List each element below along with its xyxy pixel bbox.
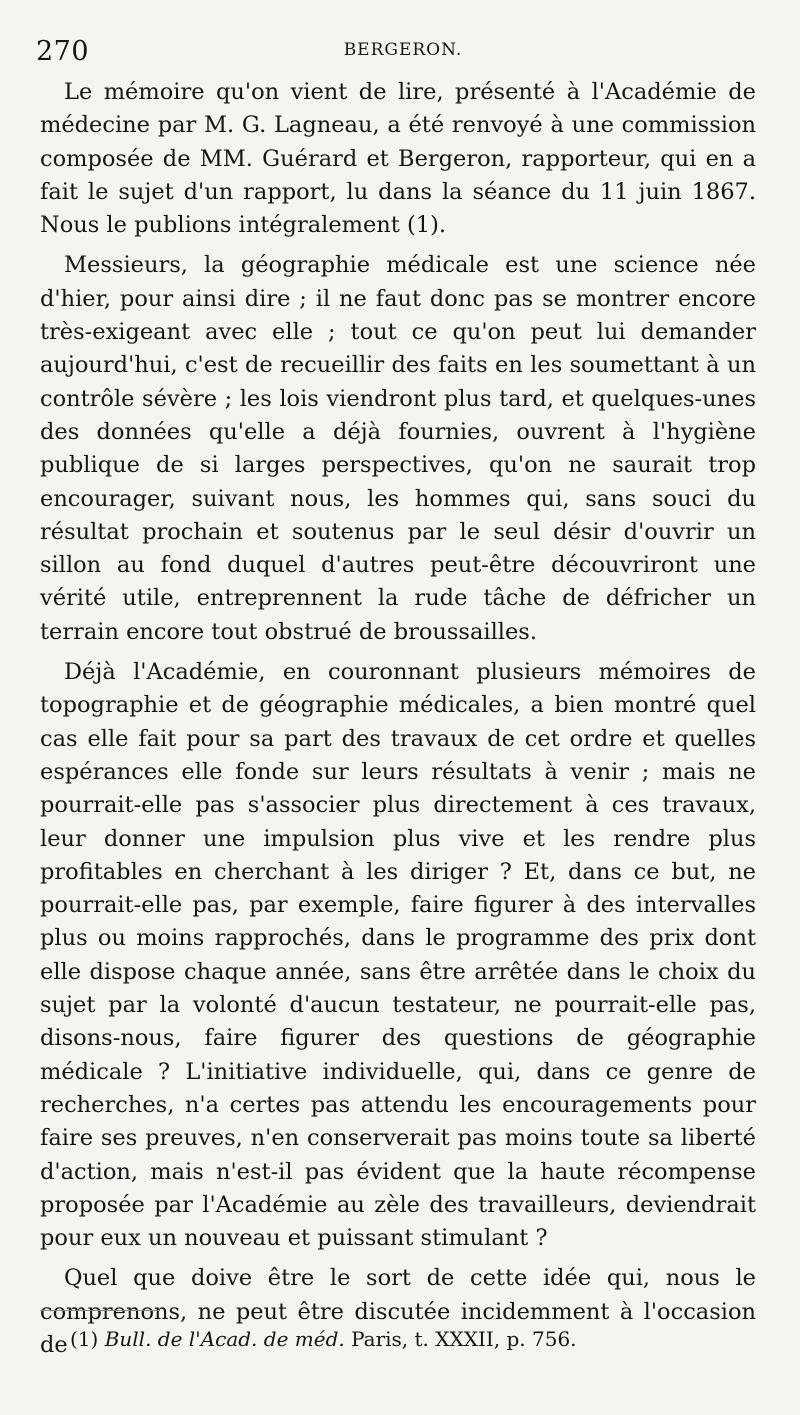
running-title: BERGERON.: [343, 40, 463, 60]
footnote-source: Bull. de l'Acad. de méd.: [104, 1327, 345, 1351]
paragraph-intro: Le mémoire qu'on vient de lire, présenté à l'Académie de médecine par M. G. Lagneau, a été renvoyé à une commission composée de MM. Guérard et Bergeron, rapporteur, qui en a fait le sujet d'un rapport, lu dans la séance du 11 juin 1867. Nous le publions intégralement (1).: [40, 79, 756, 239]
footnote-divider: [40, 1310, 160, 1311]
paragraph-4: Quel que doive être le sort de cette idée qui, nous le comprenons, ne peut être discutée incidemment à l'occasion de: [40, 1265, 756, 1358]
page-number: 270: [36, 36, 90, 67]
footnote-details: Paris, t. XXXII, p. 756.: [351, 1327, 577, 1351]
footnote-marker: (1): [70, 1327, 99, 1351]
paragraph-2: Messieurs, la géographie médicale est une science née d'hier, pour ainsi dire ; il ne faut donc pas se montrer encore très-exigeant avec elle ; tout ce qu'on peut lui demander aujourd'hui, c'est de recueillir des faits en les soumettant à un contrôle sévère ; les lois viendront plus tard, et quelques-unes des données qu'elle a déjà fournies, ouvrent à l'hygiène publique de si larges perspectives, qu'on ne saurait trop encourager, suivant nous, les hommes qui, sans souci du résultat prochain et soutenus par le seul désir d'ouvrir un sillon au fond duquel d'autres peut-être découvriront une vérité utile, entreprennent la rude tâche de défricher un terrain encore tout obstrué de broussailles.: [40, 252, 756, 645]
body-text: [40, 76, 756, 1369]
page-header: [36, 36, 770, 70]
paragraph-3: Déjà l'Académie, en couronnant plusieurs mémoires de topographie et de géographie médicales, a bien montré quel cas elle fait pour sa part des travaux de cet ordre et quelles espérances elle fonde sur leurs résultats à venir ; mais ne pourrait-elle pas s'associer plus directement à ces travaux, leur donner une impulsion plus vive et les rendre plus profitables en cherchant à les diriger ? Et, dans ce but, ne pourrait-elle pas, par exemple, faire figurer à des intervalles plus ou moins rapprochés, dans le programme des prix dont elle dispose chaque année, sans être arrêtée dans le choix du sujet par la volonté d'aucun testateur, ne pourrait-elle pas, disons-nous, faire figurer des questions de géographie médicale ? L'initiative individuelle, qui, dans ce genre de recherches, n'a certes pas attendu les encouragements pour faire ses preuves, n'en conserverait pas moins toute sa liberté d'action, mais n'est-il pas évident que la haute récompense proposée par l'Académie au zèle des travailleurs, deviendrait pour eux un nouveau et puissant stimulant ?: [40, 659, 756, 1252]
footnote: [70, 1327, 760, 1351]
